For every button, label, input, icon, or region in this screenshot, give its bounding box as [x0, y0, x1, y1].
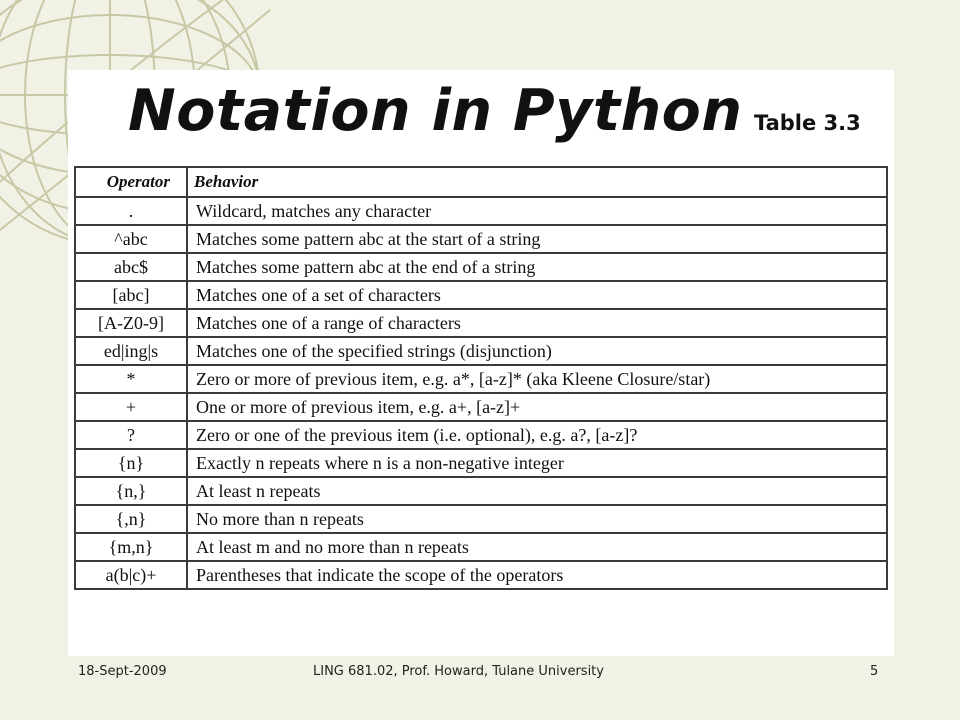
operator-cell: abc$: [75, 253, 187, 281]
table-row: [75, 477, 887, 505]
table-row: [75, 253, 887, 281]
behavior-cell: Parentheses that indicate the scope of the operators: [187, 561, 887, 589]
operator-cell: ^abc: [75, 225, 187, 253]
table-row: [75, 533, 887, 561]
table-row: [75, 225, 887, 253]
operator-cell: +: [75, 393, 187, 421]
table-header-row: [75, 167, 887, 197]
operator-cell: .: [75, 197, 187, 225]
footer-date: 18-Sept-2009: [78, 664, 167, 679]
slide-title-main: Notation in Python: [128, 78, 743, 144]
footer-page-number: 5: [870, 664, 879, 679]
behavior-cell: Matches some pattern abc at the end of a string: [187, 253, 887, 281]
table-row: [75, 309, 887, 337]
behavior-cell: Zero or more of previous item, e.g. a*, [a-z]* (aka Kleene Closure/star): [187, 365, 887, 393]
operator-table: [74, 166, 888, 590]
operator-cell: a(b|c)+: [75, 561, 187, 589]
operator-cell: {m,n}: [75, 533, 187, 561]
behavior-cell: Exactly n repeats where n is a non-negative integer: [187, 449, 887, 477]
behavior-cell: Zero or one of the previous item (i.e. optional), e.g. a?, [a-z]?: [187, 421, 887, 449]
slide-title-sub: Table 3.3: [753, 111, 861, 135]
behavior-cell: One or more of previous item, e.g. a+, [a-z]+: [187, 393, 887, 421]
operator-cell: ed|ing|s: [75, 337, 187, 365]
table-row: [75, 393, 887, 421]
table-row: [75, 421, 887, 449]
behavior-cell: Wildcard, matches any character: [187, 197, 887, 225]
footer-course: LING 681.02, Prof. Howard, Tulane University: [313, 664, 604, 679]
behavior-header: Behavior: [187, 167, 887, 197]
behavior-cell: Matches one of the specified strings (disjunction): [187, 337, 887, 365]
operator-header: Operator: [75, 167, 187, 197]
behavior-cell: Matches some pattern abc at the start of a string: [187, 225, 887, 253]
operator-cell: ?: [75, 421, 187, 449]
table-row: [75, 561, 887, 589]
operator-cell: {,n}: [75, 505, 187, 533]
table-row: [75, 449, 887, 477]
operator-cell: *: [75, 365, 187, 393]
table-row: [75, 337, 887, 365]
operator-cell: {n,}: [75, 477, 187, 505]
behavior-cell: Matches one of a set of characters: [187, 281, 887, 309]
slide-title: [128, 78, 861, 144]
behavior-cell: At least m and no more than n repeats: [187, 533, 887, 561]
table-row: [75, 365, 887, 393]
table-row: [75, 197, 887, 225]
table-row: [75, 281, 887, 309]
behavior-cell: Matches one of a range of characters: [187, 309, 887, 337]
operator-cell: {n}: [75, 449, 187, 477]
behavior-cell: At least n repeats: [187, 477, 887, 505]
table-row: [75, 505, 887, 533]
behavior-cell: No more than n repeats: [187, 505, 887, 533]
operator-cell: [abc]: [75, 281, 187, 309]
operator-cell: [A-Z0-9]: [75, 309, 187, 337]
